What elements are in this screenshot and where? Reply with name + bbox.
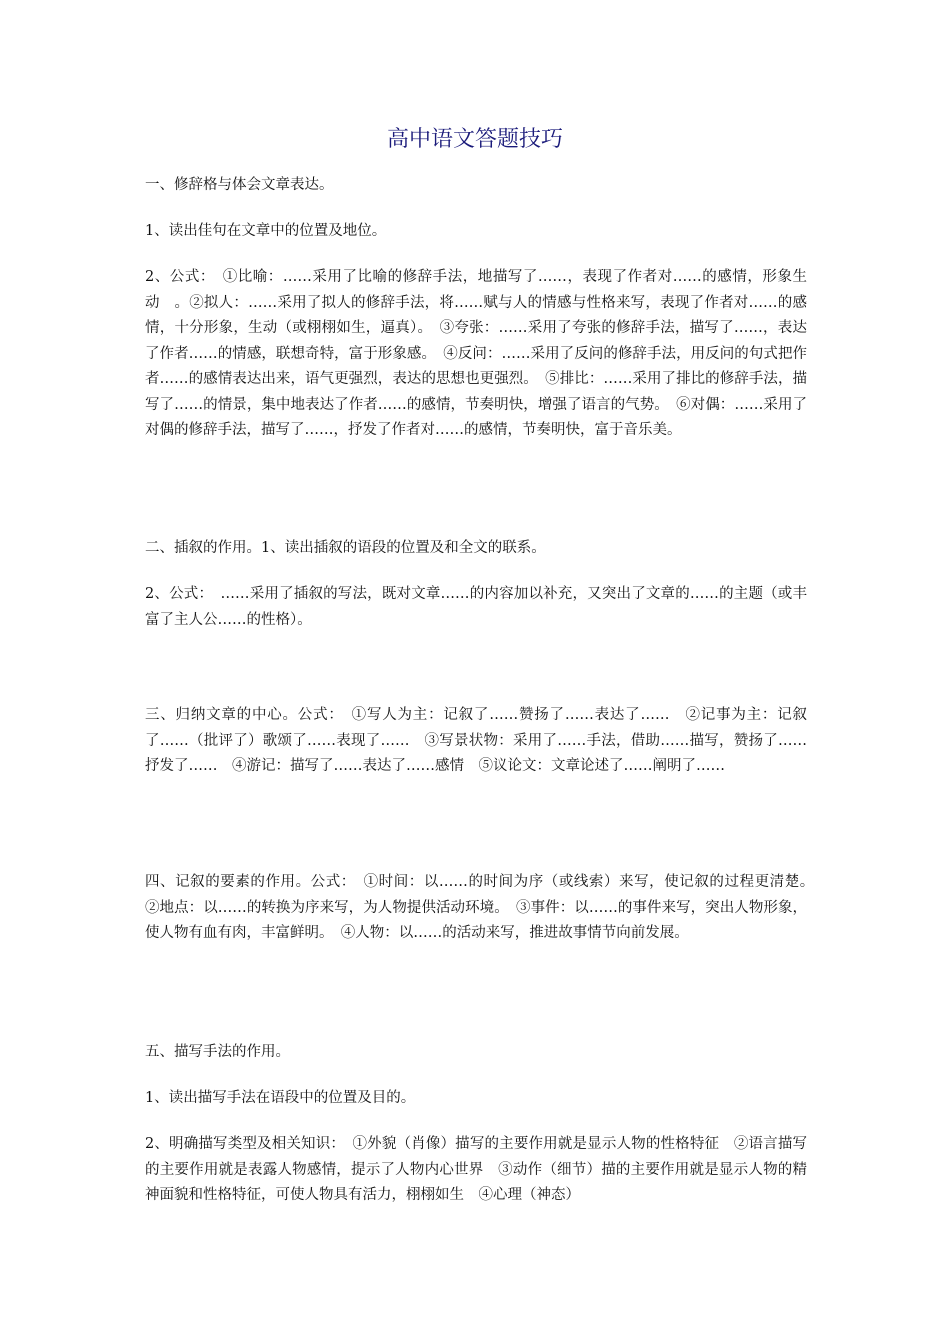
section-5-heading: 五、描写手法的作用。	[145, 1044, 290, 1060]
section-5-step-2: 2、明确描写类型及相关知识： ①外貌（肖像）描写的主要作用就是显示人物的性格特征 ②语言描写的主要作用就是表露人物感情，提示了人物内心世界 ③动作（细节）描的主要作用就是显示人物的精神面貌和性格特征，可使人物具有活力，栩栩如生 ④心理（神态）	[145, 1136, 807, 1203]
section-2-heading: 二、插叙的作用。1、读出插叙的语段的位置及和全文的联系。	[145, 540, 546, 556]
section-5-step-1: 1、读出描写手法在语段中的位置及目的。	[145, 1090, 416, 1106]
section-2-formula: 2、公式： ……采用了插叙的写法，既对文章……的内容加以补充，又突出了文章的……的主题（或丰富了主人公……的性格）。	[145, 586, 807, 628]
section-1-heading: 一、修辞格与体会文章表达。	[145, 177, 334, 193]
document-title: 高中语文答题技巧	[386, 127, 563, 152]
section-3-formula: 三、归纳文章的中心。公式： ①写人为主：记叙了……赞扬了……表达了…… ②记事为主：记叙了……（批评了）歌颂了……表现了…… ③写景状物：采用了……手法，借助……描写，赞扬了……抒发了…… ④游记：描写了……表达了……感情 ⑤议论文：文章论述了……阐明了……	[145, 707, 807, 774]
section-1-formula: 2、公式： ①比喻：……采用了比喻的修辞手法，地描写了……，表现了作者对……的感情，形象生动 。②拟人：……采用了拟人的修辞手法，将……赋与人的情感与性格来写，表现了作者对……的感情，十分形象，生动（或栩栩如生，逼真）。 ③夸张：……采用了夸张的修辞手法，描写了……，表达了作者……的情感，联想奇特，富于形象感。 ④反问：……采用了反问的修辞手法，用反问的句式把作者……的感情表达出来，语气更强烈，表达的思想也更强烈。 ⑤排比：……采用了排比的修辞手法，描写了……的情景，集中地表达了作者……的感情，节奏明快，增强了语言的气势。 ⑥对偶：……采用了对偶的修辞手法，描写了……，抒发了作者对……的感情，节奏明快，富于音乐美。	[145, 269, 807, 438]
section-1-step-1: 1、读出佳句在文章中的位置及地位。	[145, 223, 387, 239]
section-4-formula: 四、记叙的要素的作用。公式： ①时间：以……的时间为序（或线索）来写，使记叙的过程更清楚。 ②地点：以……的转换为序来写，为人物提供活动环境。 ③事件：以……的事件来写，突出人物形象，使人物有血有肉，丰富鲜明。 ④人物：以……的活动来写，推进故事情节向前发展。	[145, 874, 822, 941]
